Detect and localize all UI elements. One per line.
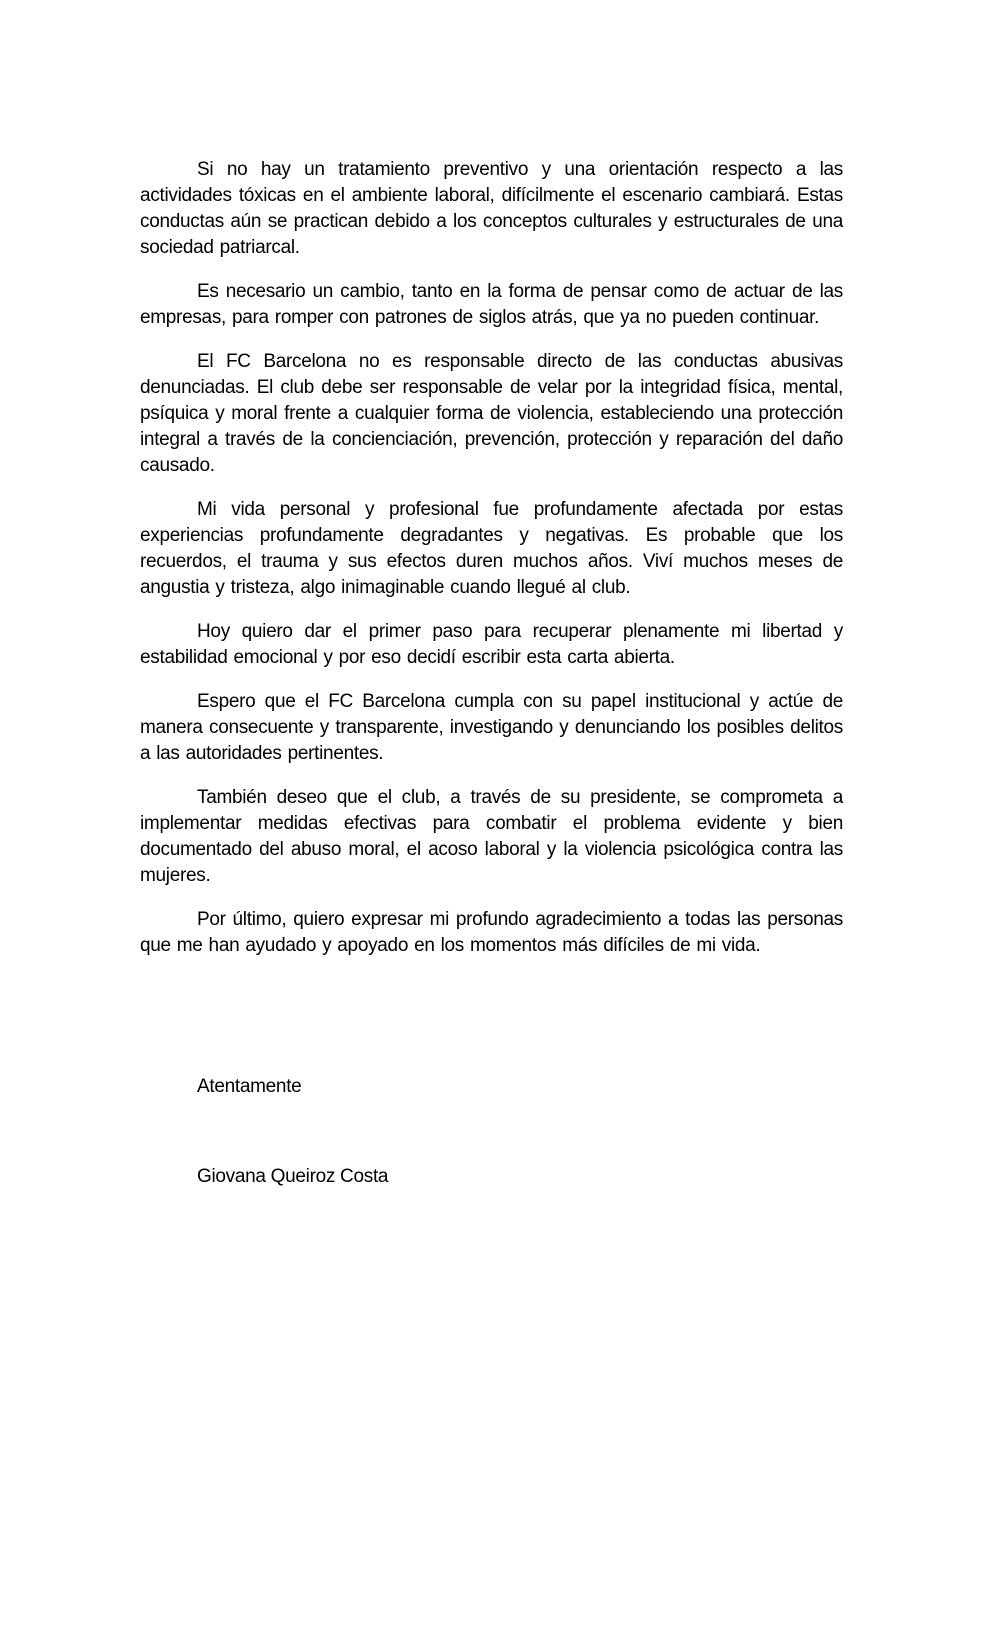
letter-paragraph: Por último, quiero expresar mi profundo agradecimiento a todas las personas que me han ayudado y apoyado en los momentos más difíciles de mi vida.: [140, 909, 843, 956]
letter-paragraph: También deseo que el club, a través de su presidente, se comprometa a implementar medidas efectivas para combatir el problema evidente y bien documentado del abuso moral, el acoso laboral y la violencia psicológica contra las mujeres.: [140, 787, 843, 886]
letter-paragraph: Hoy quiero dar el primer paso para recuperar plenamente mi libertad y estabilidad emocional y por eso decidí escribir esta carta abierta.: [140, 621, 843, 668]
letter-paragraph: Mi vida personal y profesional fue profundamente afectada por estas experiencias profundamente degradantes y negativas. Es probable que los recuerdos, el trauma y sus efectos duren muchos años. Viví muchos meses de angustia y tristeza, algo inimaginable cuando llegué al club.: [140, 499, 843, 598]
letter-paragraph: Si no hay un tratamiento preventivo y una orientación respecto a las actividades tóxicas en el ambiente laboral, difícilmente el escenario cambiará. Estas conductas aún se practican debido a los conceptos culturales y estructurales de una sociedad patriarcal.: [140, 159, 843, 258]
letter-paragraph: El FC Barcelona no es responsable directo de las conductas abusivas denunciadas. El club debe ser responsable de velar por la integridad física, mental, psíquica y moral frente a cualquier forma de violencia, estableciendo una protección integral a través de la concienciación, prevención, protección y reparación del daño causado.: [140, 351, 843, 476]
letter-signature: Giovana Queiroz Costa: [197, 1166, 389, 1187]
letter-paragraph: Es necesario un cambio, tanto en la forma de pensar como de actuar de las empresas, para romper con patrones de siglos atrás, que ya no pueden continuar.: [140, 281, 843, 328]
letter-paragraph: Espero que el FC Barcelona cumpla con su papel institucional y actúe de manera consecuente y transparente, investigando y denunciando los posibles delitos a las autoridades pertinentes.: [140, 691, 843, 764]
letter-closing: Atentamente: [197, 1076, 302, 1097]
